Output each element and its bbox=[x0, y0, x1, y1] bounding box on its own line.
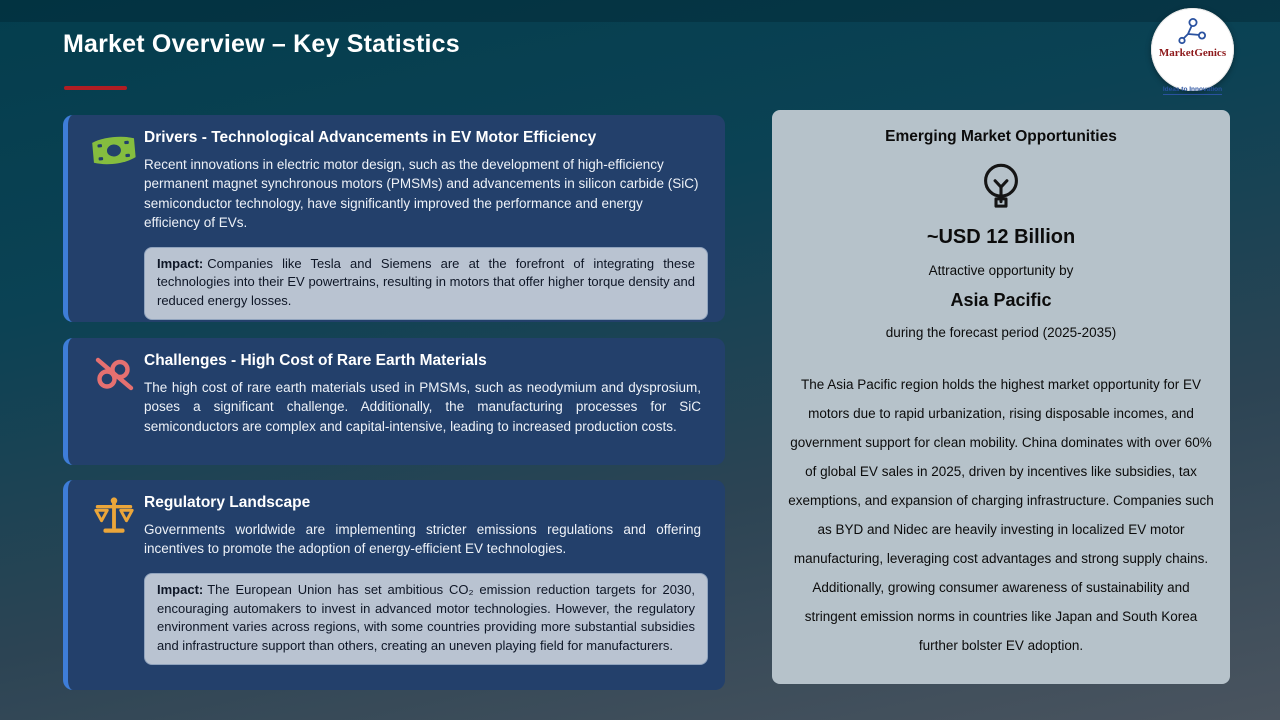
scales-icon bbox=[91, 495, 137, 537]
top-band bbox=[0, 0, 1280, 22]
impact-label: Impact: bbox=[157, 255, 204, 271]
card-regulatory bbox=[63, 480, 725, 690]
page-title: Market Overview – Key Statistics bbox=[63, 30, 460, 58]
logo-tagline: Ideas to Innovation bbox=[1162, 85, 1223, 93]
card-title: Challenges - High Cost of Rare Earth Materials bbox=[144, 352, 487, 369]
card-challenges bbox=[63, 338, 725, 465]
opportunity-period: during the forecast period (2025-2035) bbox=[885, 325, 1117, 340]
logo-brand: MarketGenics bbox=[1158, 47, 1227, 59]
card-drivers bbox=[63, 115, 725, 322]
lightbulb-icon bbox=[972, 158, 1030, 218]
logo bbox=[1151, 8, 1234, 91]
opportunity-value: ~USD 12 Billion bbox=[926, 226, 1076, 248]
opportunity-region: Asia Pacific bbox=[950, 290, 1052, 310]
impact-label: Impact: bbox=[157, 581, 204, 597]
opportunity-panel bbox=[772, 110, 1230, 684]
card-body: Recent innovations in electric motor design, such as the development of high-efficiency permanent magnet synchronous motors (PMSMs) and advancements in silicon carbide (SiC) semiconductor technology, have significantly improved the performance and energy efficiency of EVs. bbox=[144, 157, 699, 231]
impact-box bbox=[144, 573, 708, 665]
opportunity-description: The Asia Pacific region holds the highest market opportunity for EV motors due to rapid urbanization, rising disposable incomes, and government support for clean mobility. China dominates with over 60% of global EV sales in 2025, driven by incentives like subsidies, tax exemptions, and expansion of charging infrastructure. Companies such as BYD and Nidec are heavily investing in localized EV motor manufacturing, leveraging cost advantages and strong supply chains. Additionally, growing consumer awareness of sustainability and stringent emission norms in countries like Japan and South Korea further bolster EV adoption. bbox=[788, 377, 1214, 654]
panel-title: Emerging Market Opportunities bbox=[885, 128, 1117, 145]
impact-text: Companies like Tesla and Siemens are at the forefront of integrating these technologies into their EV powertrains, resulting in motors that offer higher torque density and reduced energy losses. bbox=[157, 255, 695, 309]
impact-text: The European Union has set ambitious CO₂ emission reduction targets for 2030, encouraging automakers to invest in advanced motor technologies. However, the regulatory environment varies across regions, with some countries providing more substantial subsidies and infrastructure support than others, creating an uneven playing field for manufacturers. bbox=[157, 581, 695, 654]
card-title: Drivers - Technological Advancements in EV Motor Efficiency bbox=[144, 129, 597, 146]
opportunity-subtitle: Attractive opportunity by bbox=[928, 263, 1074, 278]
impact-box bbox=[144, 247, 708, 320]
card-body: Governments worldwide are implementing stricter emissions regulations and offering incentives to promote the adoption of energy-efficient EV technologies. bbox=[144, 522, 701, 557]
card-title: Regulatory Landscape bbox=[144, 494, 311, 511]
molecule-icon bbox=[1176, 17, 1210, 47]
title-underline bbox=[64, 86, 127, 90]
money-icon bbox=[91, 130, 137, 172]
broken-link-icon bbox=[91, 353, 137, 395]
card-body: The high cost of rare earth materials used in PMSMs, such as neodymium and dysprosium, poses a significant challenge. Additionally, the manufacturing processes for SiC semiconductors are complex and capital-intensive, leading to increased production costs. bbox=[144, 380, 701, 434]
